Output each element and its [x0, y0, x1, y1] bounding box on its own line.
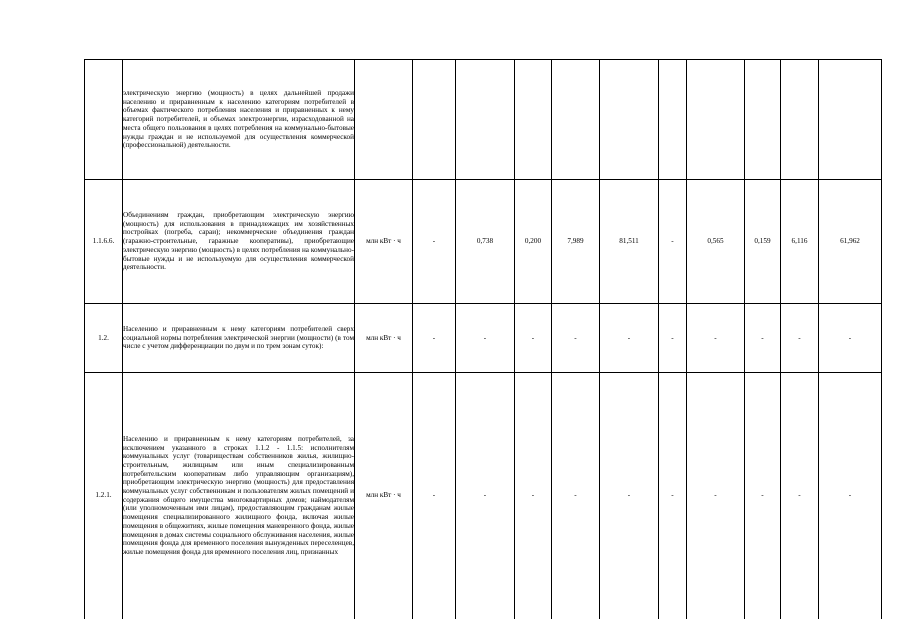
value-cell: -	[659, 180, 687, 304]
value-cell: -	[781, 373, 819, 619]
value-cell: -	[745, 304, 781, 373]
value-cell: -	[413, 304, 456, 373]
value-cell	[781, 60, 819, 180]
value-cell: -	[515, 373, 552, 619]
value-cell: -	[413, 373, 456, 619]
value-cell: -	[819, 304, 882, 373]
row-description: Объединениям граждан, приобретающим электрическую энергию (мощность) для использования в принадлежащих им хозяйственных постройках (погреба, сараи); некоммерческие объединения граждан (гаражно-строительные, гаражные кооперативы), приобретающие электрическую энергию (мощность) в целях потребления на коммунально-бытовые нужды и не используемую для осуществления коммерческой деятельности.	[123, 180, 355, 304]
value-cell: -	[600, 373, 659, 619]
value-cell: -	[456, 304, 515, 373]
value-cell: -	[687, 304, 745, 373]
value-cell	[552, 60, 600, 180]
table-row	[85, 373, 882, 619]
value-cell: 81,511	[600, 180, 659, 304]
table-row	[85, 180, 882, 304]
value-cell: 6,116	[781, 180, 819, 304]
value-cell	[600, 60, 659, 180]
row-unit: млн кВт · ч	[355, 373, 413, 619]
value-cell: -	[600, 304, 659, 373]
value-cell: -	[819, 373, 882, 619]
value-cell: 0,565	[687, 180, 745, 304]
value-cell: -	[456, 373, 515, 619]
value-cell: 0,200	[515, 180, 552, 304]
value-cell: -	[659, 304, 687, 373]
row-unit	[355, 60, 413, 180]
value-cell	[456, 60, 515, 180]
value-cell	[659, 60, 687, 180]
table-row	[85, 304, 882, 373]
tariff-table	[84, 59, 882, 619]
value-cell: -	[781, 304, 819, 373]
value-cell: 0,738	[456, 180, 515, 304]
row-number: 1.2.	[85, 304, 123, 373]
row-number: 1.2.1.	[85, 373, 123, 619]
value-cell: 0,159	[745, 180, 781, 304]
value-cell: 7,989	[552, 180, 600, 304]
value-cell: -	[659, 373, 687, 619]
row-description: электрическую энергию (мощность) в целях дальнейшей продажи населению и приравненным к населению категориям потребителей в объемах фактического потребления населения и приравненных к нему категорий потребителей, и объемах электроэнергии, израсходованной на места общего пользования в целях потребления на коммунально-бытовые нужды граждан и не используемой для осуществления коммерческой (профессиональной) деятельности.	[123, 60, 355, 180]
value-cell: -	[515, 304, 552, 373]
value-cell: -	[413, 180, 456, 304]
row-number	[85, 60, 123, 180]
row-description: Населению и приравненным к нему категориям потребителей сверх социальной нормы потребления электрической энергии (мощности) (в том числе с учетом дифференциации по двум и по трем зонам суток):	[123, 304, 355, 373]
value-cell	[745, 60, 781, 180]
value-cell: -	[687, 373, 745, 619]
value-cell: -	[552, 304, 600, 373]
value-cell	[687, 60, 745, 180]
value-cell	[413, 60, 456, 180]
row-description: Населению и приравненным к нему категориям потребителей, за исключением указанного в строках 1.1.2 - 1.1.5: исполнителям коммунальных услуг (товариществам собственников жилья, жилищно-строительным, жилищным или иным специализированным потребительским кооперативам либо управляющим организациям), приобретающим электрическую энергию (мощность) для предоставления коммунальных услуг собственникам и пользователям жилых помещений и содержания общего имущества многоквартирных домов; наймодателям (или уполномоченным ими лицам), предоставляющим гражданам жилые помещения специализированного жилищного фонда, включая жилые помещения в общежитиях, жилые помещения маневренного фонда, жилые помещения в домах системы социального обслуживания населения, жилые помещения фонда для временного поселения вынужденных переселенцев, жилые помещения фонда для временного поселения лиц, признанных	[123, 373, 355, 619]
value-cell: -	[745, 373, 781, 619]
table-row	[85, 60, 882, 180]
value-cell: 61,962	[819, 180, 882, 304]
value-cell: -	[552, 373, 600, 619]
value-cell	[515, 60, 552, 180]
value-cell	[819, 60, 882, 180]
row-unit: млн кВт · ч	[355, 180, 413, 304]
row-number: 1.1.6.6.	[85, 180, 123, 304]
row-unit: млн кВт · ч	[355, 304, 413, 373]
